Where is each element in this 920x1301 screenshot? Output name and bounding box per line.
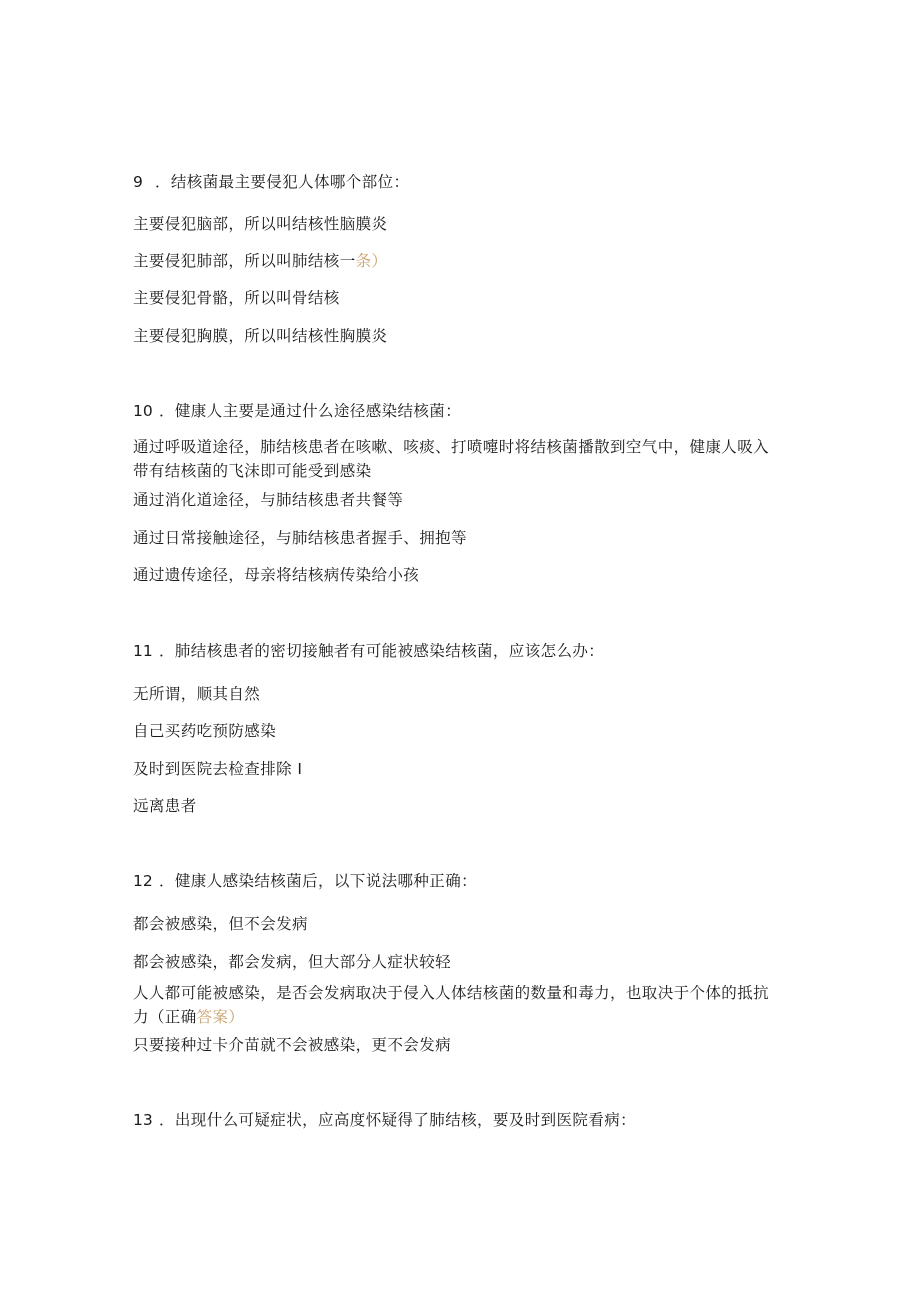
question-9 — [133, 171, 793, 193]
option-text: 人人都可能被感染，是否会发病取决于侵入人体结核菌的数量和毒力，也取决于个体的抵抗力（正确 — [133, 984, 770, 1026]
option-9-a — [133, 213, 793, 235]
option-text: 都会被感染，都会发病，但大部分人症状较轻 — [133, 953, 452, 971]
option-text: 远离患者 — [133, 797, 197, 815]
answer-mark: 条） — [355, 252, 388, 270]
option-11-b — [133, 720, 793, 742]
option-text: 无所谓，顺其自然 — [133, 685, 261, 703]
option-9-b — [133, 250, 793, 272]
option-11-a — [133, 683, 793, 705]
option-text: 通过日常接触途径，与肺结核患者握手、拥抱等 — [133, 529, 467, 547]
option-9-d — [133, 325, 793, 347]
question-13 — [133, 1109, 793, 1131]
question-number: 9 — [133, 173, 143, 191]
option-text: 都会被感染，但不会发病 — [133, 915, 308, 933]
option-text: 只要接种过卡介苗就不会被感染，更不会发病 — [133, 1036, 452, 1054]
option-text: 通过遗传途径，母亲将结核病传染给小孩 — [133, 566, 420, 584]
option-text: 自己买药吃预防感染 — [133, 722, 277, 740]
option-10-c — [133, 527, 793, 549]
answer-mark: 答案） — [196, 1008, 245, 1026]
question-number: 11 — [133, 642, 153, 660]
option-text: 主要侵犯脑部，所以叫结核性脑膜炎 — [133, 215, 388, 233]
option-10-b — [133, 489, 793, 511]
option-text: 及时到医院去检查排除 I — [133, 760, 303, 778]
question-10 — [133, 400, 793, 422]
question-number: 13 — [133, 1111, 153, 1129]
option-text: 主要侵犯骨骼，所以叫骨结核 — [133, 289, 340, 307]
question-prompt: ．出现什么可疑症状，应高度怀疑得了肺结核，要及时到医院看病： — [159, 1111, 637, 1129]
option-12-a — [133, 913, 793, 935]
question-prompt: ．健康人主要是通过什么途径感染结核菌： — [159, 402, 462, 420]
question-11 — [133, 640, 793, 662]
question-prompt: ．结核菌最主要侵犯人体哪个部位： — [155, 173, 410, 191]
question-prompt: ．肺结核患者的密切接触者有可能被感染结核菌，应该怎么办： — [159, 642, 605, 660]
option-10-a — [133, 435, 783, 483]
option-text: 主要侵犯胸膜，所以叫结核性胸膜炎 — [133, 327, 388, 345]
question-number: 12 — [133, 872, 153, 890]
option-11-c — [133, 758, 793, 780]
option-9-c — [133, 287, 793, 309]
option-12-d — [133, 1034, 793, 1056]
option-10-d — [133, 564, 793, 586]
question-prompt: ．健康人感染结核菌后，以下说法哪种正确： — [159, 872, 478, 890]
option-12-b — [133, 951, 793, 973]
question-12 — [133, 870, 793, 892]
question-number: 10 — [133, 402, 153, 420]
option-text: 主要侵犯肺部，所以叫肺结核一 — [133, 252, 356, 270]
option-text: 通过消化道途径，与肺结核患者共餐等 — [133, 491, 404, 509]
option-text: 通过呼吸道途径，肺结核患者在咳嗽、咳痰、打喷嚏时将结核菌播散到空气中，健康人吸入带有结核菌的飞沫即可能受到感染 — [133, 438, 770, 480]
option-12-c — [133, 981, 783, 1029]
option-11-d — [133, 795, 793, 817]
